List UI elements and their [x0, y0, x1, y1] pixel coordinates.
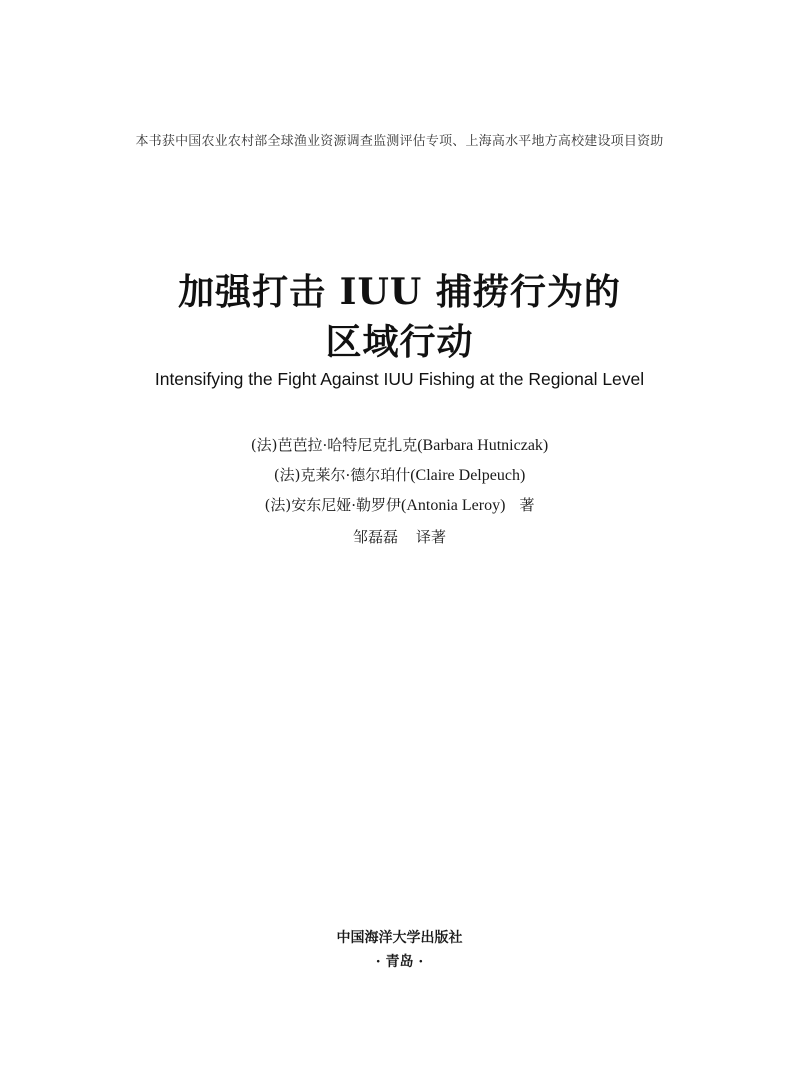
book-title-line-1: 加强打击 IUU 捕捞行为的: [178, 271, 621, 313]
author-line-2: [0, 464, 799, 485]
author-line-1: [0, 434, 799, 455]
translator-line: [0, 526, 799, 547]
publisher-name: 中国海洋大学出版社: [336, 930, 463, 946]
author-role: 著: [519, 496, 535, 514]
funding-note: 本书获中国农业农村部全球渔业资源调查监测评估专项、上海高水平地方高校建设项目资助: [135, 134, 664, 149]
author-name-cn: 安东尼娅·勒罗伊: [291, 496, 402, 514]
book-title-line-2: 区域行动: [325, 321, 474, 363]
publisher-city: · 青岛 ·: [375, 954, 424, 970]
author-name-cn: 芭芭拉·哈特尼克扎克: [277, 436, 418, 454]
author-line-3: [0, 494, 799, 515]
author-name-en: (Antonia Leroy): [401, 497, 506, 514]
author-nationality: (法): [264, 496, 292, 514]
author-nationality: (法): [250, 436, 278, 454]
english-subtitle: Intensifying the Fight Against IUU Fishing at the Regional Level: [154, 369, 645, 389]
author-nationality: (法): [273, 466, 301, 484]
translator-name: 邹磊磊: [352, 528, 398, 546]
author-name-en: (Claire Delpeuch): [410, 467, 526, 484]
translator-role: 译著: [416, 528, 447, 546]
author-name-cn: 克莱尔·德尔珀什: [300, 466, 411, 484]
author-name-en: (Barbara Hutniczak): [417, 437, 549, 454]
